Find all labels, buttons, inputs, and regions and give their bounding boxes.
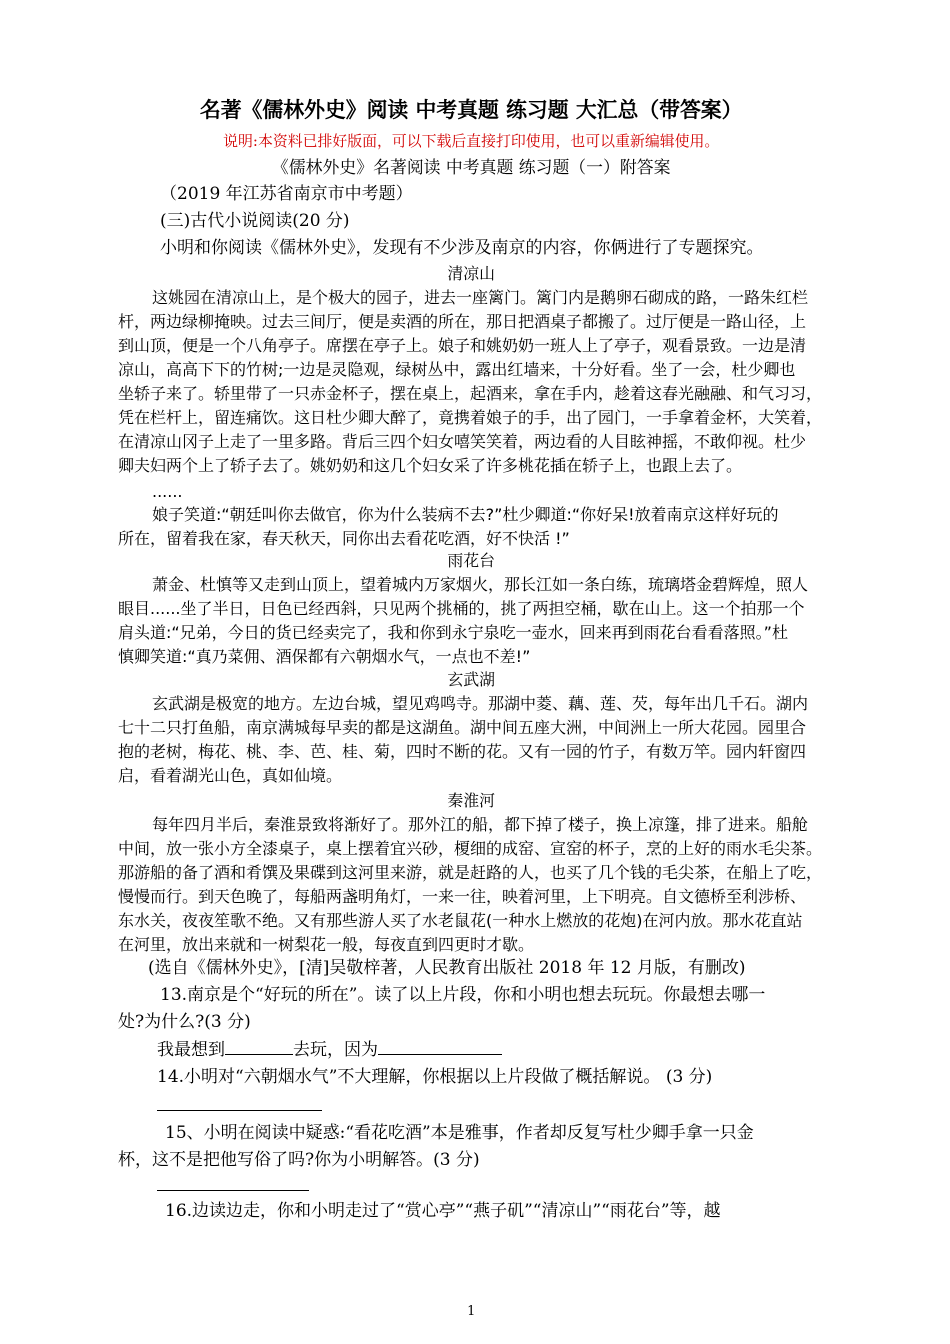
qinhuaihe-line: 中间，放一张小方全漆桌子，桌上摆着宜兴砂，榎细的成窑、宣窑的杯子，烹的上好的雨水毛尖茶。 xyxy=(118,839,823,858)
section-heading: (三)古代小说阅读(20 分) xyxy=(160,211,350,231)
xuanwuhu-line: 七十二只打鱼船，南京满城每早卖的都是这湖鱼。湖中间五座大洲，中间洲上一所大花园。园里合 xyxy=(118,718,807,737)
question-13-cont: 处?为什么?(3 分) xyxy=(118,1012,251,1032)
qinhuaihe-line: 每年四月半后，秦淮景致将渐好了。那外江的船，都下掉了楼子，换上凉篷，排了进来。船舱 xyxy=(152,815,809,834)
qingliangshan-line: 这姚园在清凉山上，是个极大的园子，进去一座篱门。篱门内是鹅卵石砌成的路，一路朱红栏 xyxy=(152,288,809,307)
question-16: 16.边读边走，你和小明走过了“赏心亭”“燕子矶”“清凉山”“雨花台”等，越 xyxy=(165,1201,721,1221)
yuhuatai-line: 眼目......坐了半日，日色已经西斜，只见两个挑桶的，挑了两担空桶，歇在山上。这一个拍那一个 xyxy=(118,599,805,618)
document-title: 名著《儒林外史》阅读 中考真题 练习题 大汇总（带答案） xyxy=(199,97,743,122)
qingliangshan-line: 凉山，高高下下的竹树;一边是灵隐观，绿树丛中，露出红墙来，十分好看。坐了一会，杜少卿也 xyxy=(118,360,796,379)
question-15: 15、小明在阅读中疑惑:“看花吃酒”本是雅事，作者却反复写杜少卿手拿一只金 xyxy=(165,1123,754,1143)
ellipsis: ...... xyxy=(152,482,183,501)
question-14: 14.小明对“六朝烟水气”不大理解，你根据以上片段做了概括解说。 (3 分) xyxy=(157,1067,713,1087)
intro-paragraph: 小明和你阅读《儒林外史》，发现有不少涉及南京的内容，你俩进行了专题探究。 xyxy=(160,238,764,258)
answer-line-13 xyxy=(157,1040,502,1060)
exam-source: （2019 年江苏省南京市中考题） xyxy=(160,184,413,204)
xuanwuhu-line: 玄武湖是极宽的地方。左边台城，望见鸡鸣寺。那湖中菱、藕、莲、芡，每年出几千石。湖内 xyxy=(152,694,809,713)
page-number: 1 xyxy=(467,1304,476,1319)
qingliangshan-line: 凭在栏杆上，留连痛饮。这日杜少卿大醉了，竟携着娘子的手，出了园门，一手拿着金杯，大笑着， xyxy=(118,408,823,427)
qingliangshan-line: 坐轿子来了。轿里带了一只赤金杯子，摆在桌上，起酒来，拿在手内，趁着这春光融融、和气习习， xyxy=(118,384,823,403)
source-citation: (选自《儒林外史》，[清]吴敬梓著，人民教育出版社 2018 年 12 月版，有删改) xyxy=(148,958,746,978)
qingliangshan-line: 到山顶，便是一个八角亭子。席摆在亭子上。娘子和姚奶奶一班人上了亭子，观看景致。一边是清 xyxy=(118,336,807,355)
answer-13-prefix: 我最想到 xyxy=(157,1040,225,1060)
question-13: 13.南京是个“好玩的所在”。读了以上片段，你和小明也想去玩玩。你最想去哪一 xyxy=(160,985,766,1005)
answer-blank-reason[interactable] xyxy=(378,1040,502,1055)
xuanwuhu-line: 抱的老树，梅花、桃、李、芭、桂、菊，四时不断的花。又有一园的竹子，有数万竿。园内轩窗四 xyxy=(118,742,807,761)
yuhuatai-line: 肩头道:“兄弟，今日的货已经卖完了，我和你到永宁泉吃一壶水，回来再到雨花台看看落照。”杜 xyxy=(118,623,788,642)
usage-note: 说明:本资料已排好版面，可以下载后直接打印使用，也可以重新编辑使用。 xyxy=(223,132,720,150)
answer-blank-place[interactable] xyxy=(225,1040,293,1055)
qinhuaihe-line: 东水关，夜夜笙歌不绝。又有那些游人买了水老鼠花(一种水上燃放的花炮)在河内放。那水花直站 xyxy=(118,911,803,930)
yuhuatai-line: 萧金、杜慎等又走到山顶上，望着城内万家烟火，那长江如一条白练，琉璃塔金碧辉煌，照人 xyxy=(152,575,809,594)
answer-line-15[interactable] xyxy=(157,1190,309,1191)
qingliangshan-line: 卿夫妇两个上了轿子去了。姚奶奶和这几个妇女采了许多桃花插在轿子上，也跟上去了。 xyxy=(118,456,743,475)
section-title-qinhuaihe: 秦淮河 xyxy=(447,791,496,810)
section-title-qingliangshan: 清凉山 xyxy=(447,264,496,283)
qingliangshan-line: 在清凉山冈子上走了一里多路。背后三四个妇女嘻笑笑着，两边看的人目眩神摇，不敢仰视。杜少 xyxy=(118,432,807,451)
exercise-subtitle: 《儒林外史》名著阅读 中考真题 练习题（一）附答案 xyxy=(271,158,671,178)
dialogue-line: 娘子笑道:“朝廷叫你去做官，你为什么装病不去?”杜少卿道:“你好呆!放着南京这样好玩的 xyxy=(152,505,779,524)
qinhuaihe-line: 那游船的备了酒和肴馔及果碟到这河里来游，就是赶路的人，也买了几个钱的毛尖茶，在船上了吃， xyxy=(118,863,823,882)
answer-line-14[interactable] xyxy=(157,1110,322,1111)
qinhuaihe-line: 在河里，放出来就和一树梨花一般，每夜直到四更时才歇。 xyxy=(118,935,535,954)
qinhuaihe-line: 慢慢而行。到天色晚了，每船两盏明角灯，一来一往，映着河里，上下明亮。自文德桥至利涉桥、 xyxy=(118,887,807,906)
xuanwuhu-line: 启，看着湖光山色，真如仙境。 xyxy=(118,766,343,785)
section-title-yuhuatai: 雨花台 xyxy=(447,551,496,570)
section-title-xuanwuhu: 玄武湖 xyxy=(447,670,496,689)
yuhuatai-line: 慎卿笑道:“真乃菜佣、酒保都有六朝烟水气，一点也不差!” xyxy=(118,647,531,666)
dialogue-line: 所在，留着我在家，春天秋天，同你出去看花吃酒，好不快活 !” xyxy=(118,529,570,548)
question-15-cont: 杯，这不是把他写俗了吗?你为小明解答。(3 分) xyxy=(118,1150,480,1170)
qingliangshan-line: 杆，两边绿柳掩映。过去三间厅，便是卖酒的所在，那日把酒桌子都搬了。过厅便是一路山径，上 xyxy=(118,312,807,331)
answer-13-middle: 去玩，因为 xyxy=(293,1040,378,1060)
